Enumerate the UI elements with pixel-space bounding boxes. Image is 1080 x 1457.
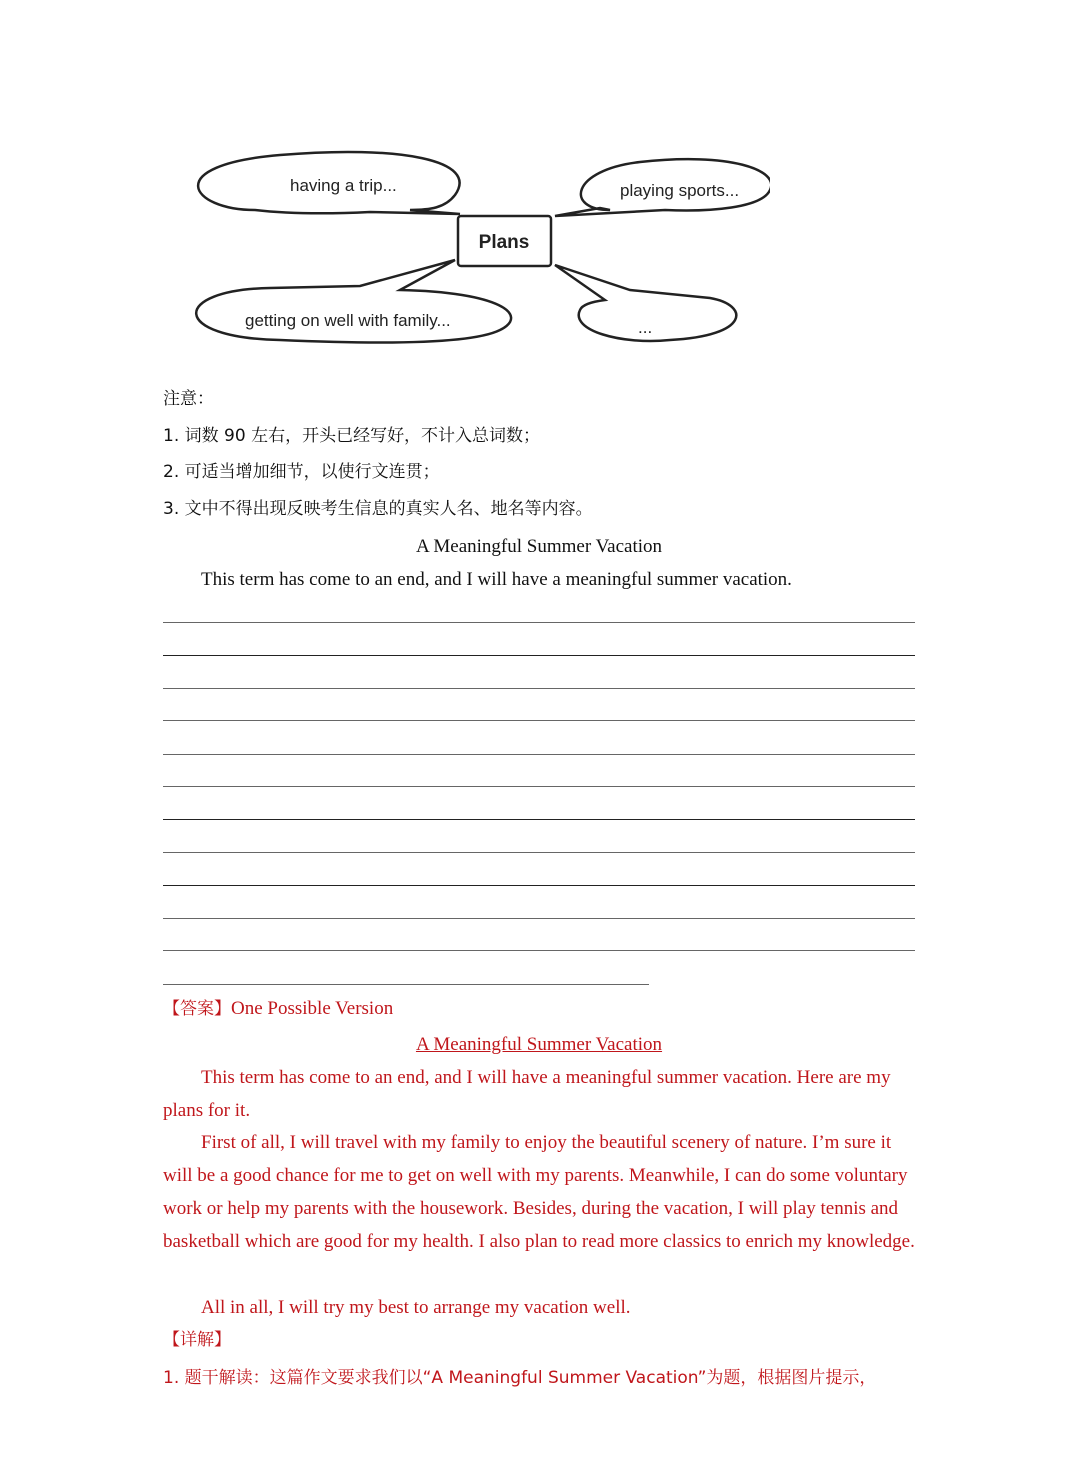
writing-line [163, 819, 915, 820]
writing-line [163, 885, 915, 886]
diagram-center-label: Plans [478, 232, 530, 253]
answer-paragraph-1: This term has come to an end, and I will have a meaningful summer vacation. Here are my plans for it. [163, 1067, 891, 1121]
writing-line [163, 754, 915, 755]
writing-line [163, 950, 915, 951]
diagram-node-sports: playing sports... [620, 181, 740, 200]
notes-item-3: 3. 文中不得出现反映考生信息的真实人名、地名等内容。 [163, 499, 593, 519]
diagram-node-family: getting on well with family... [245, 311, 451, 330]
detail-item-1: 1. 题干解读：这篇作文要求我们以“A Meaningful Summer Vacation”为题，根据图片提示， [163, 1368, 877, 1388]
answer-paragraph-2: First of all, I will travel with my family to enjoy the beautiful scenery of nature. I’m sure it will be a good chance for me to get on well with my parents. Meanwhile, I can do some voluntary work or help my parents with the housework. Besides, during the vacation, I will play tennis and basketball which are good for my health. I also plan to read more classics to enrich my knowledge. [163, 1132, 915, 1252]
plans-mind-map [170, 140, 770, 360]
notes-item-2: 2. 可适当增加细节，以使行文连贯； [163, 462, 440, 482]
writing-line [163, 852, 915, 853]
writing-line [163, 655, 915, 656]
diagram-node-ellipsis: ... [638, 318, 653, 337]
answer-label: 【答案】 [163, 999, 231, 1019]
answer-header [163, 992, 393, 1026]
writing-line [163, 918, 915, 919]
answer-paragraph-3: All in all, I will try my best to arrange my vacation well. [201, 1297, 631, 1318]
prompt-opening: This term has come to an end, and I will have a meaningful summer vacation. [201, 569, 792, 590]
diagram-node-trip: having a trip... [290, 176, 397, 195]
prompt-title: A Meaningful Summer Vacation [415, 536, 663, 557]
detail-label: 【详解】 [163, 1330, 231, 1350]
answer-label-suffix: One Possible Version [231, 998, 394, 1019]
bubble-getting-on-well [196, 260, 511, 343]
writing-line [163, 688, 915, 689]
writing-line-short [163, 984, 649, 985]
writing-line [163, 786, 915, 787]
writing-line [163, 720, 915, 721]
notes-item-1: 1. 词数 90 左右，开头已经写好，不计入总词数； [163, 426, 541, 446]
answer-title: A Meaningful Summer Vacation [415, 1034, 663, 1055]
notes-heading: 注意： [163, 389, 214, 409]
writing-line [163, 622, 915, 623]
